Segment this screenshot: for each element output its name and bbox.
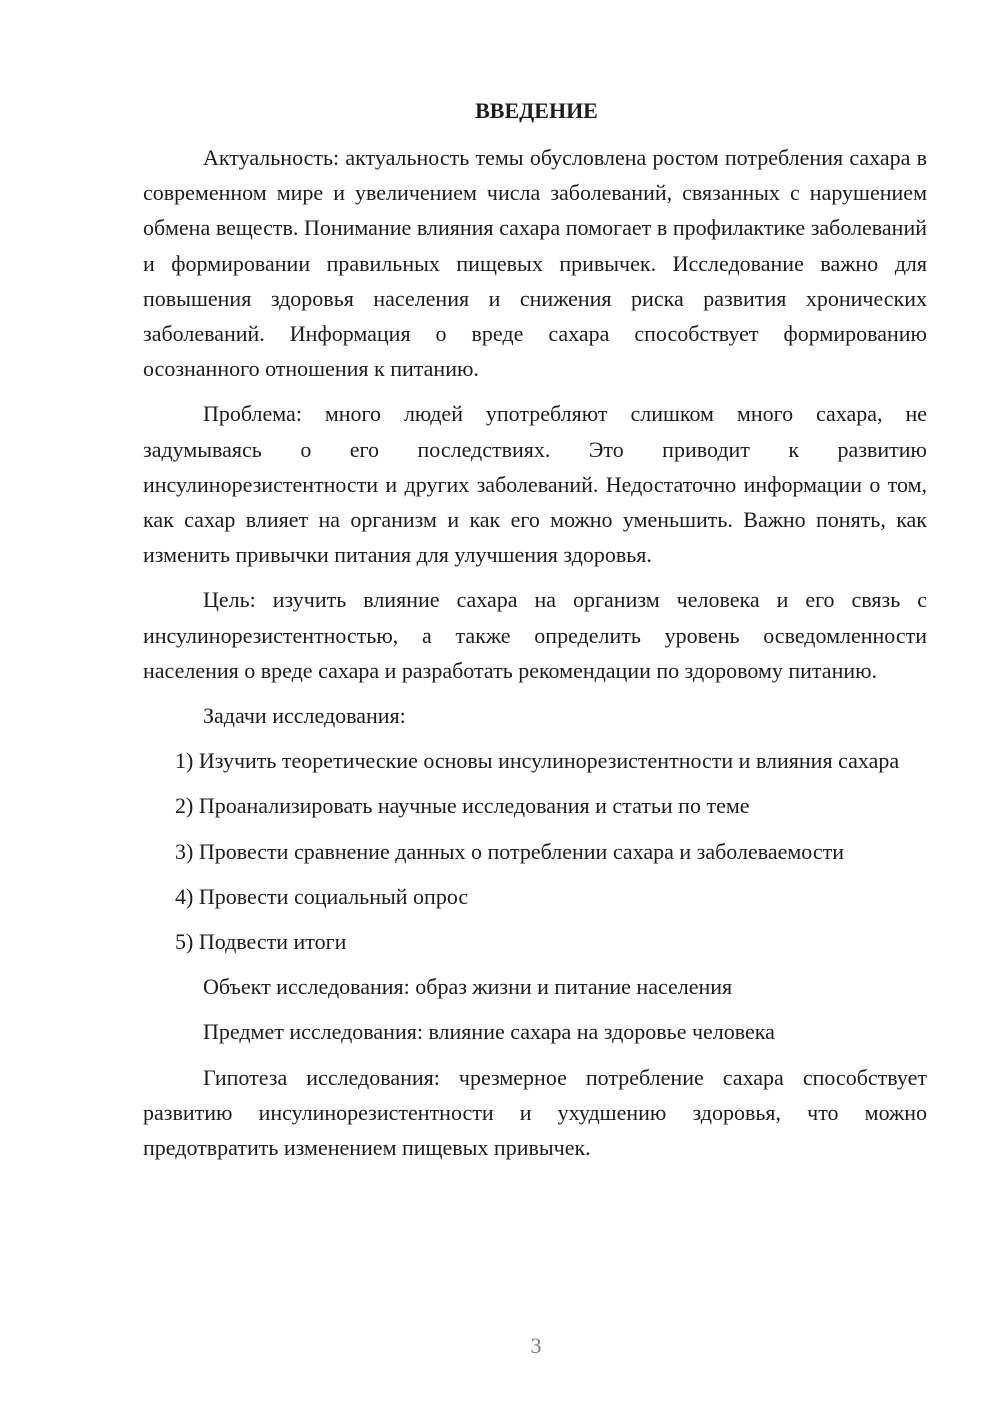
task-item: 4) Провести социальный опрос bbox=[175, 883, 469, 909]
tasks-list bbox=[143, 743, 927, 959]
object-paragraph: Объект исследования: образ жизни и питание населения bbox=[203, 974, 733, 1000]
task-item: 1) Изучить теоретические основы инсулинорезистентности и влияния сахара bbox=[175, 748, 900, 774]
task-item: 5) Подвести итоги bbox=[175, 929, 347, 955]
page-number: 3 bbox=[530, 1333, 542, 1358]
task-item: 2) Проанализировать научные исследования и статьи по теме bbox=[175, 793, 750, 819]
page-content bbox=[143, 93, 927, 1175]
goal-paragraph: Цель: изучить влияние сахара на организм человека и его связь с инсулинорезистентностью, а также определить уровень осведомленности населения о вреде сахара и разработать рекомендации по здоровому питанию. bbox=[143, 587, 927, 683]
hypothesis-paragraph: Гипотеза исследования: чрезмерное потребление сахара способствует развитию инсулинорезистентности и ухудшению здоровья, что можно предотвратить изменением пищевых привычек. bbox=[143, 1064, 927, 1161]
problem-paragraph: Проблема: много людей употребляют слишком много сахара, не задумываясь о его последствиях. Это приводит к развитию инсулинорезистентности и других заболеваний. Недостаточно информации о том, как сахар влияет на организм и как его можно уменьшить. Важно понять, как изменить привычки питания для улучшения здоровья. bbox=[143, 401, 927, 568]
relevance-paragraph: Актуальность: актуальность темы обусловлена ростом потребления сахара в современном мире и увеличением числа заболеваний, связанных с нарушением обмена веществ. Понимание влияния сахара помогает в профилактике заболеваний и формировании правильных пищевых привычек. Исследование важно для повышения здоровья населения и снижения риска развития хронических заболеваний. Информация о вреде сахара способствует формированию осознанного отношения к питанию. bbox=[143, 145, 927, 382]
subject-paragraph: Предмет исследования: влияние сахара на здоровье человека bbox=[203, 1019, 775, 1045]
task-item: 3) Провести сравнение данных о потреблении сахара и заболеваемости bbox=[175, 838, 844, 864]
tasks-heading: Задачи исследования: bbox=[203, 703, 406, 729]
section-title: ВВЕДЕНИЕ bbox=[475, 98, 598, 123]
